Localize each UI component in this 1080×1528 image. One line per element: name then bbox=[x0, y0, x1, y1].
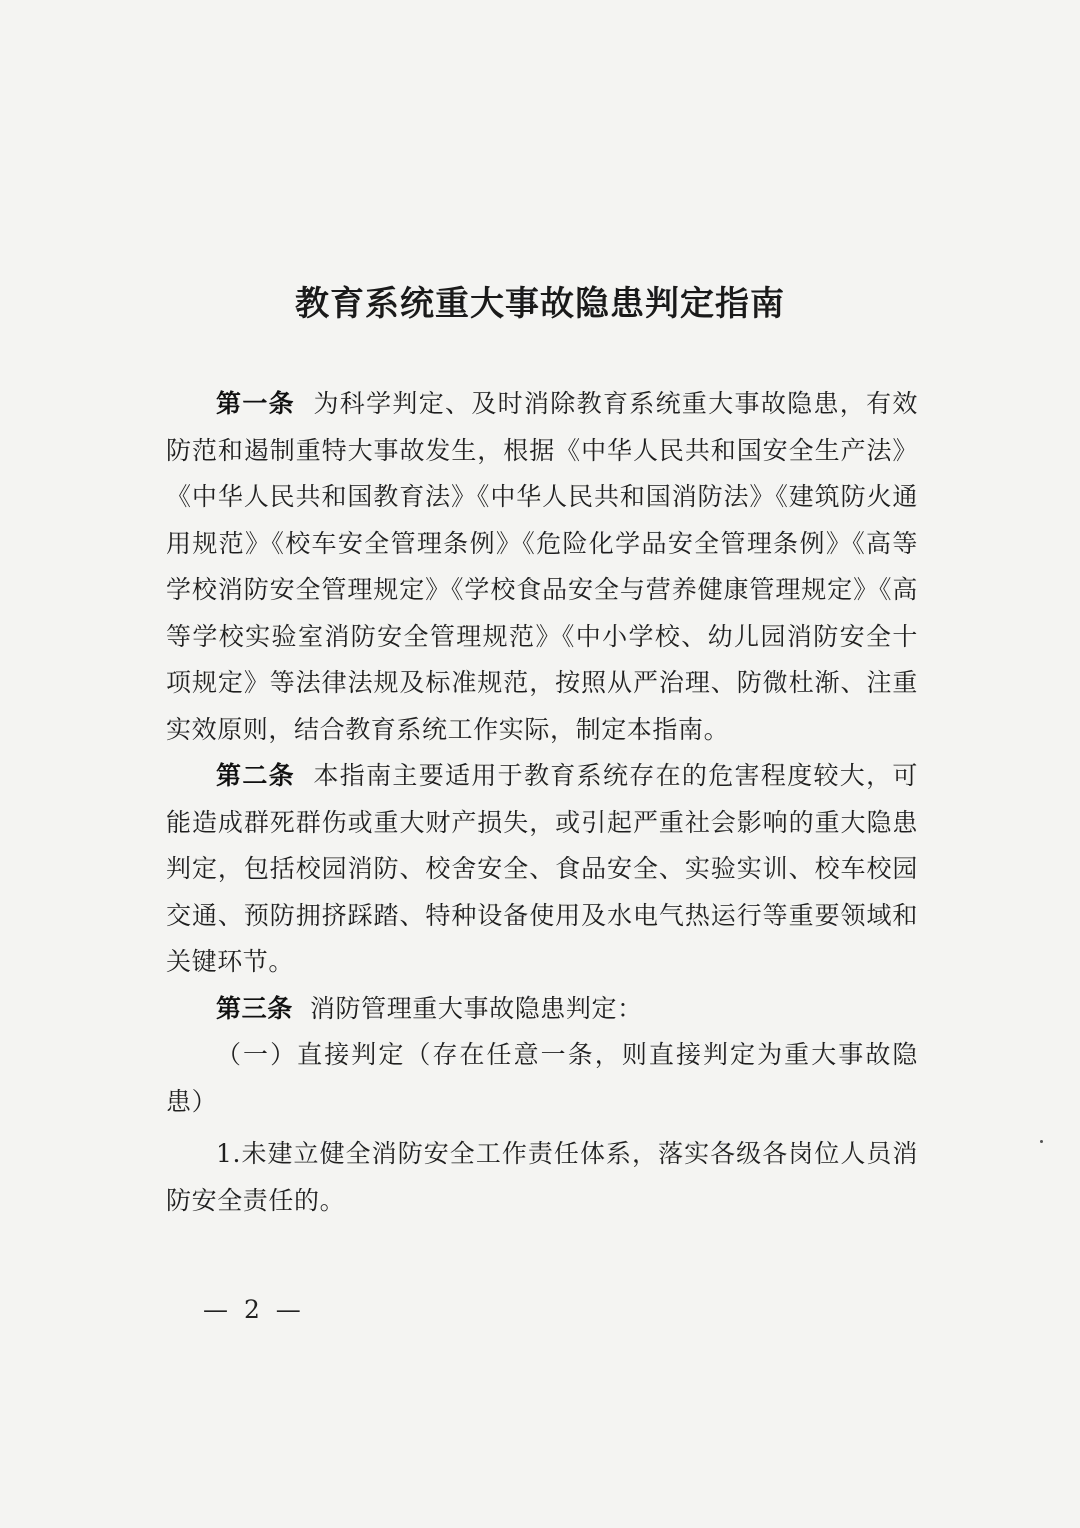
article-3-heading: 第三条 bbox=[216, 993, 293, 1023]
article-1 bbox=[166, 381, 918, 753]
article-1-heading: 第一条 bbox=[216, 389, 295, 418]
article-1-text: 为科学判定、及时消除教育系统重大事故隐患，有效防范和遏制重特大事故发生，根据《中华人民共和国安全生产法》《中华人民共和国教育法》《中华人民共和国消防法》《建筑防火通用规范》《校车安全管理条例》《危险化学品安全管理条例》《高等学校消防安全管理规定》《学校食品安全与营养健康管理规定》《高等学校实验室消防安全管理规范》《中小学校、幼儿园消防安全十项规定》等法律法规及标准规范，按照从严治理、防微杜渐、注重实效原则，结合教育系统工作实际，制定本指南。 bbox=[166, 389, 918, 744]
article-3 bbox=[166, 986, 918, 1033]
document-body bbox=[166, 381, 918, 1224]
scan-speck bbox=[1040, 1140, 1043, 1143]
article-2 bbox=[166, 753, 918, 986]
subsection-direct-determination: （一）直接判定（存在任意一条，则直接判定为重大事故隐患） bbox=[166, 1040, 918, 1116]
article-2-heading: 第二条 bbox=[216, 761, 295, 790]
article-3-text: 消防管理重大事故隐患判定： bbox=[309, 993, 643, 1023]
article-2-text: 本指南主要适用于教育系统存在的危害程度较大，可能造成群死群伤或重大财产损失，或引起严重社会影响的重大隐患判定，包括校园消防、校舍安全、食品安全、实验实训、校车校园交通、预防拥挤踩踏、特种设备使用及水电气热运行等重要领域和关键环节。 bbox=[166, 761, 918, 976]
document-title: 教育系统重大事故隐患判定指南 bbox=[295, 284, 785, 324]
page-number: — 2 — bbox=[203, 1295, 305, 1324]
item-1: 1.未建立健全消防安全工作责任体系，落实各级各岗位人员消防安全责任的。 bbox=[166, 1139, 918, 1215]
